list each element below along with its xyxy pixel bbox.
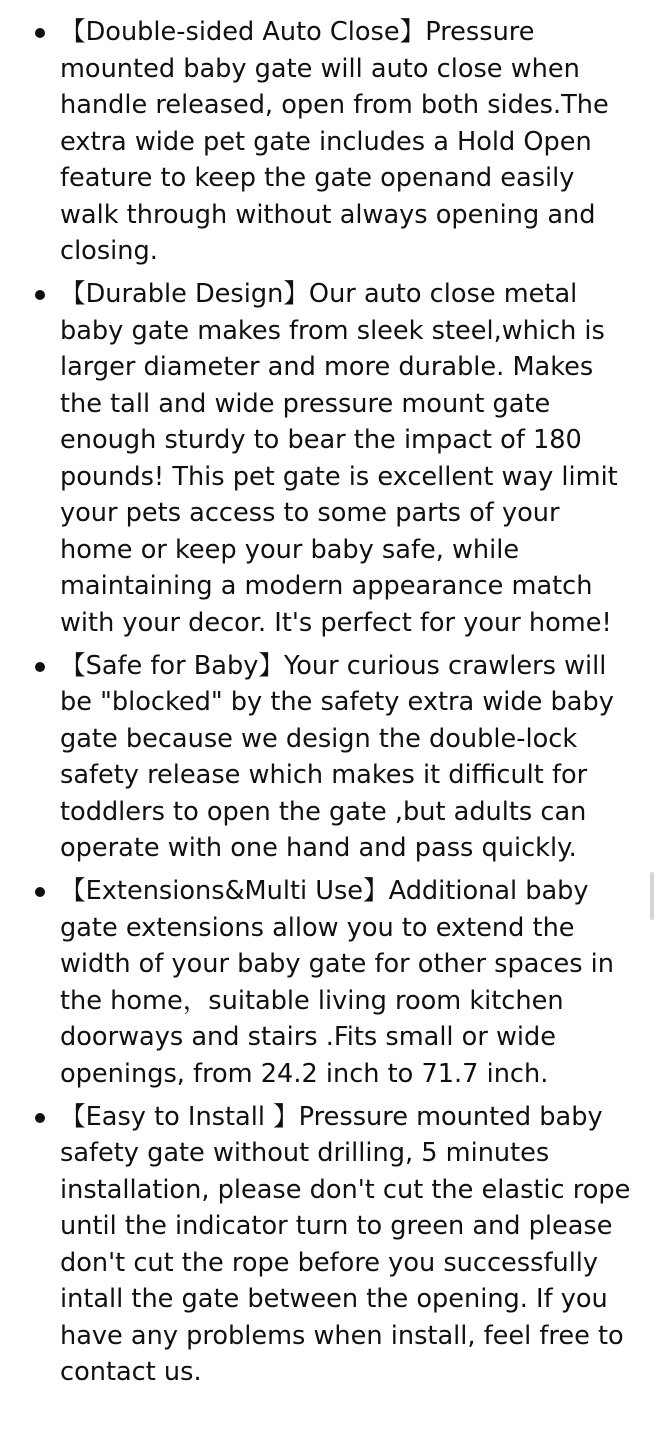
bullet-dot-icon (35, 1113, 45, 1123)
feature-bullet-text: 【Easy to Install 】Pressure mounted baby safety gate without drilling, 5 minutes installation, please don't cut the elastic rope until the indicator turn to green and please don't cut the rope before you successfully intall the gate between the opening. If you have any problems when install, feel free to contact us. (60, 1101, 631, 1387)
feature-bullet-text: 【Safe for Baby】Your curious crawlers will be "blocked" by the safety extra wide baby gate because we design the double-lock safety release which makes it difficult for toddlers to open the gate ,but adults can operate with one hand and pass quickly. (60, 650, 614, 863)
feature-bullet-text: 【Double-sided Auto Close】Pressure mounted baby gate will auto close when handle released, open from both sides.The extra wide pet gate includes a Hold Open feature to keep the gate openand easily walk through without always opening and closing. (60, 17, 609, 266)
feature-bullet-text: 【Extensions&Multi Use】Additional baby gate extensions allow you to extend the width of your baby gate for other spaces in the home，suitable living room kitchen doorways and stairs .Fits small or wide openings, from 24.2 inch to 71.7 inch. (60, 876, 615, 1089)
feature-bullet-safe-for-baby (60, 648, 639, 867)
bullet-dot-icon (35, 662, 45, 672)
feature-bullet-easy-to-install (60, 1099, 639, 1391)
feature-bullet-durable-design (60, 276, 639, 641)
feature-bullet-text: 【Durable Design】Our auto close metal baby gate makes from sleek steel,which is larger diameter and more durable. Makes the tall and wide pressure mount gate enough sturdy to bear the impact of 180 pounds! This pet gate is excellent way limit your pets access to some parts of your home or keep your baby safe, while maintaining a modern appearance match with your decor. It's perfect for your home! (60, 279, 618, 638)
bullet-dot-icon (35, 887, 45, 897)
bullet-dot-icon (35, 290, 45, 300)
bullet-dot-icon (35, 28, 45, 38)
feature-bullet-double-sided-auto-close (60, 14, 639, 270)
feature-bullet-extensions-multi-use (60, 873, 639, 1092)
scrollbar-thumb[interactable] (650, 872, 654, 920)
